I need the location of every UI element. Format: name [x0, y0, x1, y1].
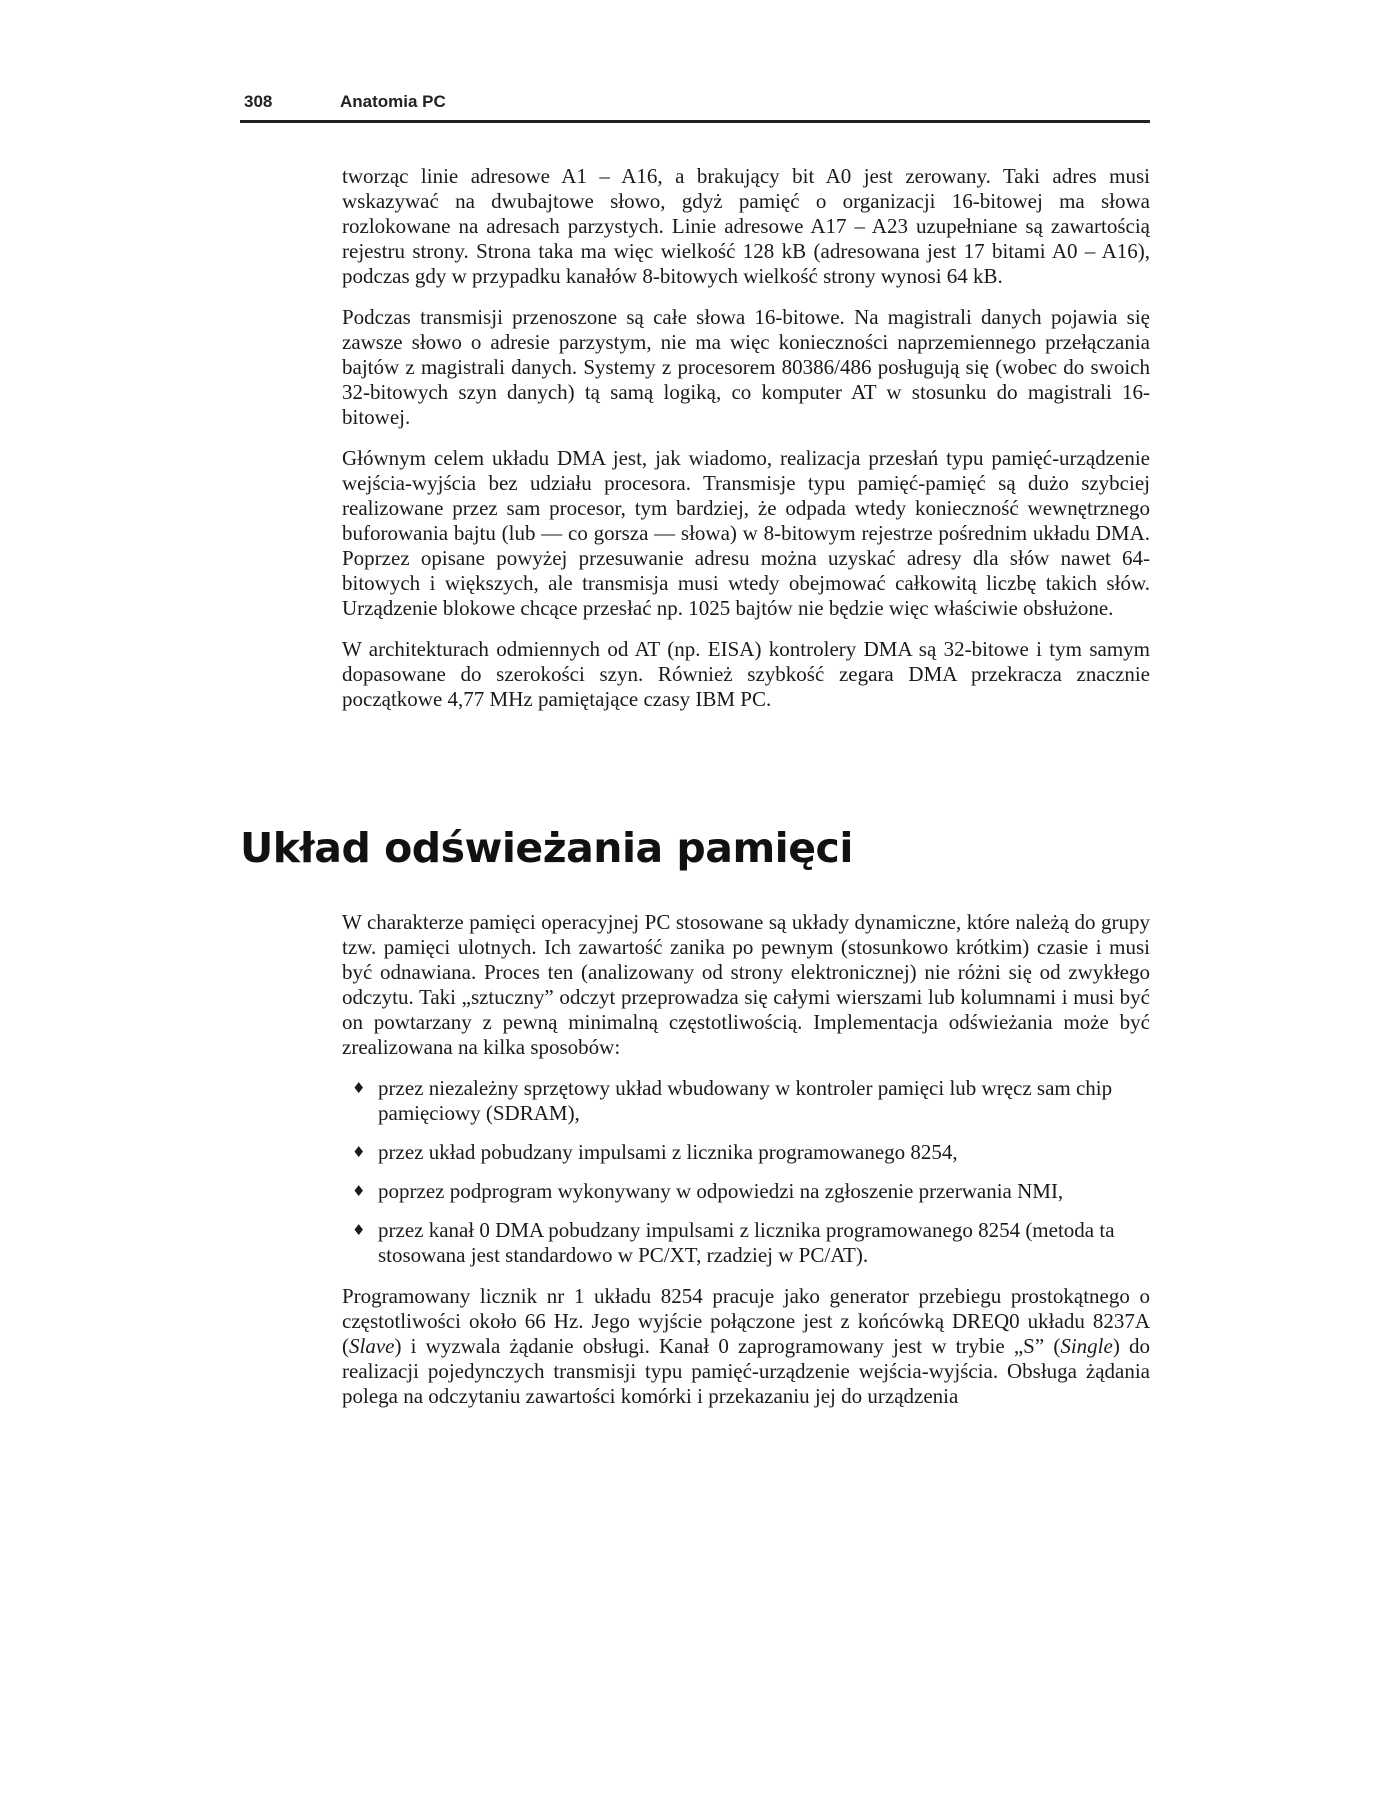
diamond-bullet-icon: ♦ [352, 1079, 366, 1097]
list-item-text: przez kanał 0 DMA pobudzany impulsami z licznika programowanego 8254 (metoda ta stosowana jest standardowo w PC/XT, rzadziej w PC/AT). [378, 1218, 1115, 1267]
bullet-list [342, 1076, 1150, 1268]
page-number: 308 [244, 92, 273, 111]
intro-paragraph: W charakterze pamięci operacyjnej PC stosowane są układy dynamiczne, które należą do grupy tzw. pamięci ulotnych. Ich zawartość zanika po pewnym (stosunkowo krótkim) czasie i musi być odnawiana. Proces ten (analizowany od strony elektronicznej) nie różni się od zwykłego odczytu. Taki „sztuczny” odczyt przeprowadza się całymi wierszami lub kolumnami i musi być on powtarzany z pewną minimalną częstotliwością. Implementacja odświeżania może być zrealizowana na kilka sposobów: [342, 910, 1150, 1059]
paragraph: Głównym celem układu DMA jest, jak wiadomo, realizacja przesłań typu pamięć-urządzenie wejścia-wyjścia bez udziału procesora. Transmisje typu pamięć-pamięć są dużo szybciej realizowane przez sam procesor, tym bardziej, że odpada wtedy konieczność wewnętrznego buforowania bajtu (lub — co gorsza — słowa) w 8-bitowym rejestrze pośrednim układu DMA. Poprzez opisane powyżej przesuwanie adresu można uzyskać adresy dla słów nawet 64-bitowych i większych, ale transmisja musi wtedy obejmować całkowitą liczbę takich słów. Urządzenie blokowe chcące przesłać np. 1025 bajtów nie będzie więc właściwie obsłużone. [342, 446, 1150, 620]
list-item [342, 1218, 1150, 1268]
closing-text-part: Programowany licznik nr 1 układu 8254 pracuje jako generator przebiegu prostokątnego o częstotliwości około 66 Hz. Jego wyjście połączone jest z końcówką DREQ0 układu 8237A ( [342, 1284, 1150, 1358]
list-item-text: przez układ pobudzany impulsami z licznika programowanego 8254, [378, 1140, 958, 1164]
section-two-body [342, 910, 1150, 1425]
running-header [240, 88, 1150, 123]
paragraph: tworząc linie adresowe A1 – A16, a brakujący bit A0 jest zerowany. Taki adres musi wskazywać na dwubajtowe słowo, gdyż pamięć o organizacji 16-bitowej ma słowa rozlokowane na adresach parzystych. Linie adresowe A17 – A23 uzupełniane są zawartością rejestru strony. Strona taka ma więc wielkość 128 kB (adresowana jest 17 bitami A0 – A16), podczas gdy w przypadku kanałów 8-bitowych wielkość strony wynosi 64 kB. [342, 164, 1150, 288]
list-item-text: przez niezależny sprzętowy układ wbudowany w kontroler pamięci lub wręcz sam chip pamięciowy (SDRAM), [378, 1076, 1113, 1125]
closing-paragraph [342, 1284, 1150, 1409]
closing-text-part: ) i wyzwala żądanie obsługi. Kanał 0 zaprogramowany jest w trybie „S” ( [394, 1334, 1061, 1358]
list-item [342, 1140, 1150, 1165]
slave-term: Slave [349, 1334, 395, 1358]
diamond-bullet-icon: ♦ [352, 1182, 366, 1200]
single-term: Single [1060, 1334, 1113, 1358]
paragraph: W architekturach odmiennych od AT (np. EISA) kontrolery DMA są 32-bitowe i tym samym dopasowane do szerokości szyn. Również szybkość zegara DMA przekracza znacznie początkowe 4,77 MHz pamiętające czasy IBM PC. [342, 637, 1150, 711]
list-item [342, 1179, 1150, 1204]
paragraph: Podczas transmisji przenoszone są całe słowa 16-bitowe. Na magistrali danych pojawia się zawsze słowo o adresie parzystym, nie ma więc konieczności naprzemiennego przełączania bajtów z magistrali danych. Systemy z procesorem 80386/486 posługują się (wobec do swoich 32-bitowych szyn danych) tą samą logiką, co komputer AT w stosunku do magistrali 16-bitowej. [342, 305, 1150, 429]
list-item [342, 1076, 1150, 1126]
diamond-bullet-icon: ♦ [352, 1221, 366, 1239]
section-heading: Układ odświeżania pamięci [240, 824, 853, 872]
section-one-body [342, 164, 1150, 728]
book-title: Anatomia PC [340, 92, 446, 111]
diamond-bullet-icon: ♦ [352, 1143, 366, 1161]
closing-text-part: ) do realizacji pojedynczych transmisji typu pamięć-urządzenie wejścia-wyjścia. Obsługa żądania polega na odczytaniu zawartości komórki i przekazaniu jej do urządzenia [342, 1334, 1150, 1408]
list-item-text: poprzez podprogram wykonywany w odpowiedzi na zgłoszenie przerwania NMI, [378, 1179, 1064, 1203]
